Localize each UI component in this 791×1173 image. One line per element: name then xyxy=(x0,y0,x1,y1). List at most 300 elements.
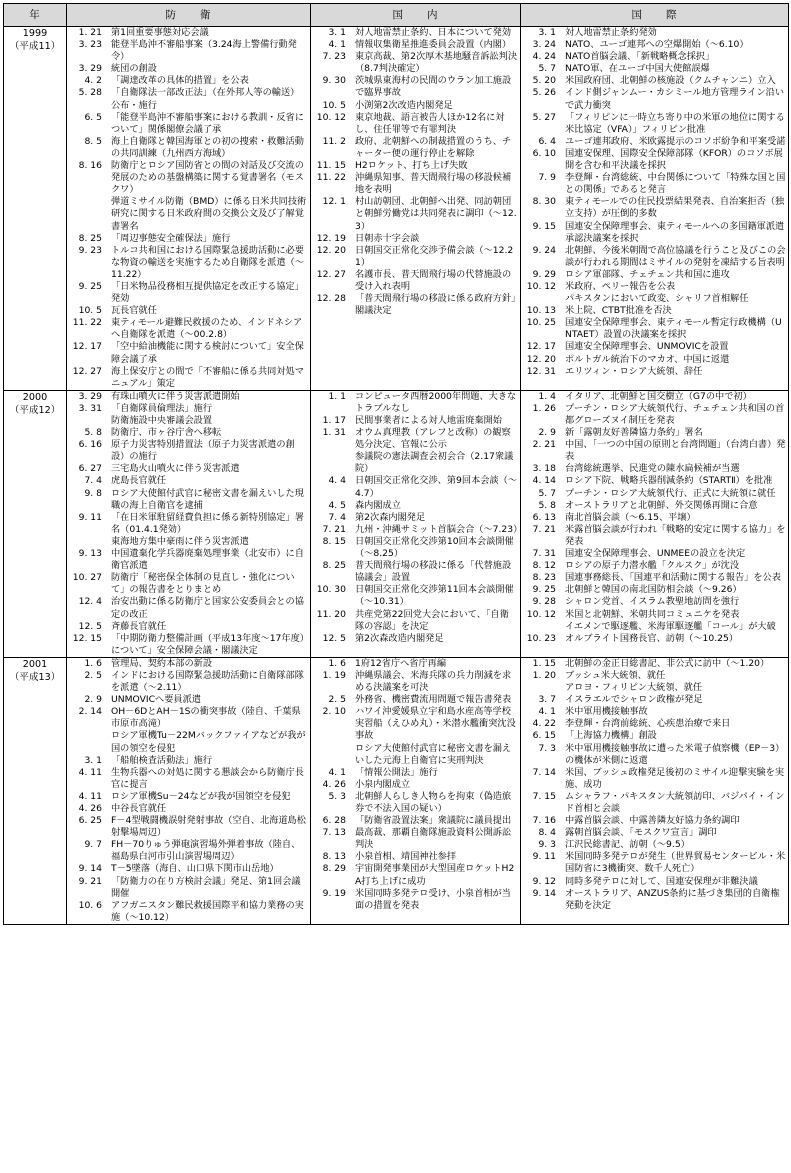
header-row xyxy=(4,4,789,27)
event-text: 北朝鮮、今後米朝間で高位協議を行うこと及びこの会談が行われる期間はミサイルの発射を凍結する旨表明 xyxy=(565,244,786,268)
event-text: 北朝鮮人らしき人物らを拘束（偽造旅券で不法入国の疑い） xyxy=(355,790,512,814)
event-date: 8. 29 xyxy=(322,863,346,875)
event-date: 9. 12 xyxy=(532,875,556,887)
event-item xyxy=(521,524,788,548)
header-defense: 防 衛 xyxy=(67,4,311,27)
event-item xyxy=(521,827,788,839)
event-item xyxy=(67,512,310,536)
event-date: 3. 23 xyxy=(78,39,102,51)
event-date: 5. 7 xyxy=(538,63,556,75)
event-item xyxy=(311,658,520,670)
event-item xyxy=(67,233,310,245)
event-text: 「自衛隊法一部改正法」（在外邦人等の輸送）公布・施行 xyxy=(111,87,300,111)
event-item xyxy=(521,196,788,220)
event-text: ポルトガル統治下のマカオ、中国に返還 xyxy=(565,353,730,365)
event-item xyxy=(521,317,788,341)
event-text: ロシア軍機Su－24などが我が国領空を侵犯 xyxy=(111,790,291,802)
event-item xyxy=(311,233,520,245)
event-item xyxy=(521,584,788,596)
event-date: 1. 20 xyxy=(532,669,556,681)
event-item xyxy=(521,560,788,572)
event-date: 1. 15 xyxy=(532,657,556,669)
event-text: 名護市長、普天間飛行場の代替施設の受け入れ表明 xyxy=(355,268,512,292)
event-text: 北朝鮮の金正日総書記、非公式に訪中（～1.20） xyxy=(565,657,770,669)
event-date: 8. 30 xyxy=(532,196,556,208)
event-date: 9. 3 xyxy=(538,839,556,851)
event-item xyxy=(67,839,310,863)
event-item xyxy=(67,366,310,390)
event-text: 対人地雷禁止条約、日本について発効 xyxy=(355,27,512,38)
event-date: 5. 8 xyxy=(84,427,102,439)
defense-cell xyxy=(67,657,311,924)
event-text: 1府12省庁へ省庁再編 xyxy=(355,657,447,669)
event-date: 7. 14 xyxy=(532,766,556,778)
event-date: 7. 3 xyxy=(538,742,556,754)
event-text: インドにおける国際緊急援助活動に自衛隊部隊を派遣（～2.11） xyxy=(111,669,304,694)
event-text: 沖縄県知事、普天間飛行場の移設候補地を表明 xyxy=(355,172,512,196)
event-text: パキスタンにおいて政変、シャリフ首相解任 xyxy=(565,293,749,305)
event-item xyxy=(67,305,310,317)
event-date xyxy=(67,536,111,548)
event-date: 9. 7 xyxy=(84,839,102,851)
event-item xyxy=(311,584,520,608)
event-text: アフガニスタン難民救援国際平和協力業務の実施（～10.12） xyxy=(111,899,304,923)
year-row-2001 xyxy=(4,657,789,924)
event-date: 8. 13 xyxy=(322,851,346,863)
year-number: 2000 xyxy=(22,391,48,403)
event-item xyxy=(67,75,310,87)
event-text: 「防衛省設置法案」衆議院に議員提出 xyxy=(355,815,512,827)
event-date: 5. 3 xyxy=(328,790,346,802)
event-text: 米国と北朝鮮、米朝共同コミュニケを発表 xyxy=(565,608,740,620)
event-date: 3. 7 xyxy=(538,694,556,706)
event-text: インド側ジャンムー・カシミール地方管理ライン沿いで武力衝突 xyxy=(565,87,785,111)
event-date: 4. 5 xyxy=(328,499,346,511)
event-date: 5. 26 xyxy=(532,87,556,99)
event-date: 6. 25 xyxy=(78,815,102,827)
event-item xyxy=(67,317,310,341)
event-text: 虎島長官就任 xyxy=(111,475,167,487)
event-item xyxy=(521,888,788,912)
event-item xyxy=(521,500,788,512)
event-item xyxy=(67,415,310,427)
event-item xyxy=(311,863,520,887)
event-date: 5. 20 xyxy=(532,75,556,87)
event-text: 村山訪朝団、北朝鮮へ出発、同訪朝団と朝鮮労働党は共同発表に調印（～12.3） xyxy=(355,196,517,232)
event-date: 7. 13 xyxy=(322,827,346,839)
event-text: 国連安全保障理事会、東ティモールへの多国籍軍派遣承認決議案を採択 xyxy=(565,220,785,244)
event-text: ロシア大使館付武官に秘密文書を漏えいした現職の海上自衛官を逮捕 xyxy=(111,487,304,511)
event-text: 生物兵器への対処に関する懇談会から防衛庁長官に提言 xyxy=(111,766,304,790)
event-item xyxy=(521,403,788,427)
event-item xyxy=(67,463,310,475)
event-item xyxy=(521,730,788,742)
event-item xyxy=(521,767,788,791)
event-text: 茨城県東海村の民間のウラン加工施設で臨界事故 xyxy=(355,75,512,99)
event-date: 8. 25 xyxy=(322,560,346,572)
event-text: 民間事業者による対人地雷廃棄開始 xyxy=(355,415,502,426)
event-text: 「フィリピンに一時立ち寄り中の米軍の地位に関する米比協定（VFA）」フィリピン批准 xyxy=(565,111,785,135)
event-date: 4. 11 xyxy=(78,766,102,778)
event-text: FH－70りゅう弾砲演習場外弾着事故（陸自、福島県白河市引山演習場周辺） xyxy=(111,839,301,863)
event-item xyxy=(67,245,310,281)
event-text: イスラエルでシャロン政権が発足 xyxy=(565,694,703,706)
event-item xyxy=(67,439,310,463)
event-date: 9. 28 xyxy=(532,596,556,608)
event-text: 統団の創設 xyxy=(111,63,157,75)
event-date: 8. 15 xyxy=(322,535,346,547)
event-date: 2. 9 xyxy=(84,694,102,706)
event-date: 10. 5 xyxy=(322,99,346,111)
event-date: 5. 8 xyxy=(538,499,556,511)
event-text: UNMOVICへ要員派遣 xyxy=(111,694,201,706)
event-item xyxy=(521,427,788,439)
event-item xyxy=(521,112,788,136)
event-date: 5. 27 xyxy=(532,111,556,123)
event-text: ブッシュ米大統領、就任 xyxy=(565,669,666,681)
event-item xyxy=(67,196,310,232)
event-text: エリツィン・ロシア大統領、辞任 xyxy=(565,365,703,377)
header-year: 年 xyxy=(4,4,67,27)
event-date: 3. 18 xyxy=(532,463,556,475)
event-date: 9. 29 xyxy=(532,268,556,280)
event-text: 日朝赤十字会談 xyxy=(355,232,420,244)
event-date: 6. 16 xyxy=(78,439,102,451)
event-date: 12. 15 xyxy=(72,632,102,644)
chronology-table xyxy=(3,3,789,925)
event-item xyxy=(67,572,310,596)
event-item xyxy=(521,839,788,851)
event-item xyxy=(521,682,788,694)
event-text: 防衛庁「秘密保全体制の見直し・強化について」の報告書をとりまとめ xyxy=(111,572,295,596)
event-item xyxy=(521,512,788,524)
event-item xyxy=(311,670,520,694)
event-text: イエメンで駆逐艦、米海軍駆逐艦「コール」が大破 xyxy=(565,620,776,632)
event-date: 8. 16 xyxy=(78,160,102,172)
event-text: 米政府、ペリー報告を公表 xyxy=(565,280,676,292)
event-text: 治安出動に係る防衛庁と国家公安委員会との協定の改正 xyxy=(111,596,304,620)
event-item xyxy=(311,827,520,851)
event-text: ユーゴ連邦政府、米欧露提示のコソボ紛争和平案受諾 xyxy=(565,135,786,147)
event-item xyxy=(521,670,788,682)
year-number: 2001 xyxy=(22,658,48,670)
event-item xyxy=(521,596,788,608)
event-text: 「船舶検査活動法」施行 xyxy=(111,754,213,766)
event-item xyxy=(521,39,788,51)
event-text: 小泉内閣成立 xyxy=(355,778,411,790)
event-text: 政府、北朝鮮への制裁措置のうち、チャーター便の運行停止を解除 xyxy=(355,135,512,159)
event-item xyxy=(67,403,310,415)
event-item xyxy=(521,439,788,463)
chronology-body xyxy=(4,27,789,925)
event-text: 「周辺事態安全確保法」施行 xyxy=(111,232,231,244)
event-date: 11. 22 xyxy=(316,172,346,184)
event-date: 9. 19 xyxy=(322,887,346,899)
event-item xyxy=(521,172,788,196)
event-item xyxy=(67,391,310,403)
event-item xyxy=(67,39,310,63)
event-text: 中露首脳会談、中露善隣友好協力条約調印 xyxy=(565,815,740,827)
event-item xyxy=(521,743,788,767)
event-date: 9. 15 xyxy=(532,220,556,232)
event-date: 10. 12 xyxy=(526,280,556,292)
defense-cell xyxy=(67,390,311,657)
event-date: 10. 27 xyxy=(72,572,102,584)
event-item xyxy=(67,815,310,839)
event-item xyxy=(67,475,310,487)
event-item xyxy=(521,245,788,269)
event-item xyxy=(521,148,788,172)
event-text: コンピュータ西暦2000年問題、大きなトラブルなし xyxy=(355,390,517,414)
international-cell xyxy=(521,390,789,657)
event-text: 弾道ミサイル防衛（BMD）に係る日米共同技術研究に関する日米政府間の交換公文及び了解覚書署名 xyxy=(111,196,307,232)
event-date: 4. 11 xyxy=(78,790,102,802)
event-item xyxy=(67,755,310,767)
year-number: 1999 xyxy=(22,28,48,39)
event-date: 7. 4 xyxy=(84,475,102,487)
international-cell xyxy=(521,27,789,391)
defense-cell xyxy=(67,27,311,391)
event-date xyxy=(521,621,565,633)
event-item xyxy=(67,27,310,39)
event-text: 沖縄県議会、米海兵隊の兵力削減を求める決議案を可決 xyxy=(355,669,512,694)
event-item xyxy=(521,609,788,621)
event-date: 10. 6 xyxy=(78,899,102,911)
year-cell xyxy=(4,27,67,391)
event-text: H2ロケット、打ち上げ失敗 xyxy=(355,160,468,172)
event-item xyxy=(311,767,520,779)
year-cell xyxy=(4,657,67,924)
event-item xyxy=(311,391,520,415)
event-date: 9. 8 xyxy=(84,487,102,499)
event-date: 2. 5 xyxy=(328,694,346,706)
event-date: 7. 15 xyxy=(532,790,556,802)
event-text: アロヨ・フィリピン大統領、就任 xyxy=(565,682,703,694)
event-text: 中谷長官就任 xyxy=(111,803,167,814)
event-text: 国連安全保障理事会、UNMOVICを設置 xyxy=(565,341,729,353)
event-item xyxy=(67,658,310,670)
event-item xyxy=(67,767,310,791)
event-item xyxy=(311,427,520,451)
event-date: 3. 24 xyxy=(532,39,556,51)
event-text: 日朝国交正常化交渉予備会談（～12.21） xyxy=(355,244,514,268)
event-date: 10. 23 xyxy=(526,632,556,644)
event-text: 小泉首相、靖国神社参拝 xyxy=(355,851,457,863)
event-text: 露朝首脳会談、「モスクワ宣言」調印 xyxy=(565,827,717,839)
event-date: 3. 1 xyxy=(538,27,556,38)
event-item xyxy=(521,293,788,305)
event-text: 同時多発テロに対して、国連安保理が非難決議 xyxy=(565,875,758,887)
event-item xyxy=(521,791,788,815)
event-item xyxy=(521,815,788,827)
event-item xyxy=(67,670,310,694)
event-item xyxy=(67,136,310,160)
event-item xyxy=(67,112,310,136)
event-item xyxy=(521,463,788,475)
event-date: 9. 11 xyxy=(532,851,556,863)
event-item xyxy=(67,341,310,365)
era-name: （平成11） xyxy=(9,41,61,52)
event-text: 米中軍用機接触事故に遭った米電子偵察機（EP－3）の機体が米側に返還 xyxy=(565,742,785,766)
event-date: 6. 5 xyxy=(84,111,102,123)
year-row-2000 xyxy=(4,390,789,657)
event-text: 森内閣成立 xyxy=(355,499,401,511)
header-international: 国 際 xyxy=(521,4,789,27)
event-item xyxy=(521,488,788,500)
event-item xyxy=(311,196,520,232)
event-date xyxy=(521,682,565,694)
event-date: 3. 29 xyxy=(78,390,102,402)
event-text: 「在日米軍駐留経費負担に係る新特別協定」署名（01.4.1発効） xyxy=(111,511,304,535)
event-date: 12. 20 xyxy=(526,353,556,365)
event-date: 9. 25 xyxy=(532,584,556,596)
event-item xyxy=(521,354,788,366)
event-item xyxy=(311,51,520,75)
event-date: 1. 26 xyxy=(532,402,556,414)
event-item xyxy=(311,27,520,39)
event-text: 第2次森改造内閣発足 xyxy=(355,632,444,644)
event-date: 4. 22 xyxy=(532,718,556,730)
event-text: 日朝国交正常化交渉第10回本会談開催（～8.25） xyxy=(355,535,514,560)
event-text: 米中軍用機接触事故 xyxy=(565,706,648,718)
event-text: ロシア下院、戦略兵器削減条約（STARTⅡ）を批准 xyxy=(565,475,773,487)
event-date: 12. 20 xyxy=(316,244,346,256)
event-text: NATO首脳会議、「新戦略概念採択」 xyxy=(565,51,715,63)
event-item xyxy=(67,160,310,196)
event-date: 2. 21 xyxy=(532,439,556,451)
event-text: ロシアの原子力潜水艦「クルスク」が沈没 xyxy=(565,560,740,572)
domestic-cell xyxy=(311,27,521,391)
event-text: 李登輝・台湾総統、中台関係について「特殊な国と国との関係」であると発言 xyxy=(565,172,786,196)
event-date: 4. 1 xyxy=(538,706,556,718)
event-date: 7. 23 xyxy=(322,51,346,63)
event-item xyxy=(311,136,520,160)
event-date: 12. 19 xyxy=(316,232,346,244)
event-item xyxy=(521,475,788,487)
event-date: 2. 14 xyxy=(78,706,102,718)
event-text: 対人地雷禁止条約発効 xyxy=(565,27,657,38)
event-date: 1. 17 xyxy=(322,415,346,426)
event-text: 能登半島沖不審船事案（3.24海上警備行動発令） xyxy=(111,39,297,63)
event-text: 江沢民総書記、訪朝（～9.5） xyxy=(565,839,690,851)
event-date: 10. 12 xyxy=(316,111,346,123)
event-item xyxy=(311,293,520,317)
event-item xyxy=(311,100,520,112)
event-date: 5. 7 xyxy=(538,487,556,499)
event-text: ロシア軍機Tu－22Mバックファイアなどが我が国の領空を侵犯 xyxy=(111,730,306,754)
event-text: 北朝鮮と韓国の南北国防相会談（～9.26） xyxy=(565,584,742,596)
event-text: 「能登半島沖不審船事案における教訓・反省について」関係閣僚会議了承 xyxy=(111,111,304,135)
event-text: 宇宙開発事業団が大型国産ロケットH2A打ち上げに成功 xyxy=(355,863,515,887)
event-date xyxy=(67,196,111,232)
event-item xyxy=(311,269,520,293)
event-item xyxy=(311,633,520,645)
event-text: 第1回重要事態対応会議 xyxy=(111,27,209,38)
year-cell xyxy=(4,390,67,657)
event-text: 日朝国交正常化交渉第11回本会談開催（～10.31） xyxy=(355,584,514,608)
event-item xyxy=(521,136,788,148)
event-text: 「防衛力の在り方検討会議」発足、第1回会議開催 xyxy=(111,875,301,899)
event-text: オーストラリア、ANZUS条約に基づき集団的自衛権発動を決定 xyxy=(565,887,780,911)
event-item xyxy=(311,694,520,706)
event-item xyxy=(521,63,788,75)
event-item xyxy=(521,75,788,87)
event-text: 「上海協力機構」創設 xyxy=(565,730,657,742)
event-date: 4. 4 xyxy=(328,475,346,487)
event-item xyxy=(67,791,310,803)
event-item xyxy=(521,281,788,293)
event-date: 7. 16 xyxy=(532,815,556,827)
event-item xyxy=(67,621,310,633)
event-date: 1. 31 xyxy=(322,427,346,439)
event-date: 4. 2 xyxy=(84,75,102,87)
event-text: 九州・沖縄サミット首脳会合（～7.23） xyxy=(355,523,523,535)
event-text: プーチン・ロシア大統領代行、チェチェン共和国の首都グローズヌイ制圧を発表 xyxy=(565,402,785,426)
event-date: 12. 5 xyxy=(78,620,102,632)
event-date xyxy=(67,730,111,754)
event-date: 8. 4 xyxy=(538,827,556,839)
event-text: 最高裁、那覇自衛隊施設資料公開訴訟判決 xyxy=(355,827,512,851)
event-text: 南北首脳会談（～6.15、平壌） xyxy=(565,511,696,523)
event-text: 共産党第22回党大会において、「自衛隊の容認」を決定 xyxy=(355,608,509,632)
event-item xyxy=(67,803,310,815)
event-date: 6. 28 xyxy=(322,815,346,827)
event-text: 日朝国交正常化交渉、第9回本会談（～4.7） xyxy=(355,475,518,499)
event-date: 10. 5 xyxy=(78,305,102,317)
event-text: 普天間飛行場の移設に係る「代替施設協議会」設置 xyxy=(355,560,512,584)
event-date: 12. 5 xyxy=(322,632,346,644)
event-item xyxy=(311,609,520,633)
event-date: 6. 10 xyxy=(532,147,556,159)
event-text: オーストラリアと北朝鮮、外交関係再開に合意 xyxy=(565,499,758,511)
event-date: 8. 12 xyxy=(532,560,556,572)
event-text: 三宅島火山噴火に伴う災害派遣 xyxy=(111,463,240,475)
event-item xyxy=(67,730,310,754)
event-item xyxy=(311,512,520,524)
event-date: 10. 25 xyxy=(526,317,556,329)
event-date: 12. 17 xyxy=(526,341,556,353)
event-date: 6. 4 xyxy=(538,135,556,147)
event-text: 中国、「一つの中国の原則と台湾問題」（台湾白書）発表 xyxy=(565,439,786,463)
event-text: 米国、ブッシュ政権発足後初のミサイル迎撃実験を実施、成功 xyxy=(565,766,785,790)
event-date: 1. 4 xyxy=(538,390,556,402)
event-text: 「調達改革の具体的措置」を公表 xyxy=(111,75,249,87)
event-item xyxy=(521,87,788,111)
event-text: プーチン・ロシア大統領代行、正式に大統領に就任 xyxy=(565,487,776,499)
event-date: 4. 26 xyxy=(322,778,346,790)
event-text: 斉藤長官就任 xyxy=(111,620,167,632)
event-text: 新「露朝友好善隣協力条約」署名 xyxy=(565,427,703,439)
event-date: 2. 9 xyxy=(538,427,556,439)
event-text: NATO、ユーゴ連邦への空爆開始（～6.10） xyxy=(565,39,749,51)
event-date: 1. 21 xyxy=(78,27,102,38)
event-text: 東京高裁、第2次厚木基地騒音訴訟判決（8.7判決確定） xyxy=(355,51,518,75)
event-date: 3. 1 xyxy=(84,754,102,766)
event-text: 米上院、CTBT批准を否決 xyxy=(565,305,672,317)
event-text: 台湾総統選挙、民進党の陳水扁候補が当選 xyxy=(565,463,740,475)
event-text: 情報収集衛星推進委員会設置（内閣） xyxy=(355,39,512,51)
year-row-1999 xyxy=(4,27,789,391)
event-text: ハワイ沖愛媛県立宇和島水産高等学校実習船（えひめ丸）・米潜水艦衝突沈没事故 xyxy=(355,706,516,742)
event-date: 4. 26 xyxy=(78,803,102,814)
event-text: 「普天間飛行場の移設に係る政府方針」閣議決定 xyxy=(355,293,516,317)
event-date: 9. 25 xyxy=(78,280,102,292)
event-date: 9. 13 xyxy=(78,548,102,560)
event-item xyxy=(67,427,310,439)
event-item xyxy=(311,160,520,172)
event-text: 参議院の憲法調査会初会合（2.17衆議院） xyxy=(355,451,514,475)
event-date: 1. 6 xyxy=(328,657,346,669)
